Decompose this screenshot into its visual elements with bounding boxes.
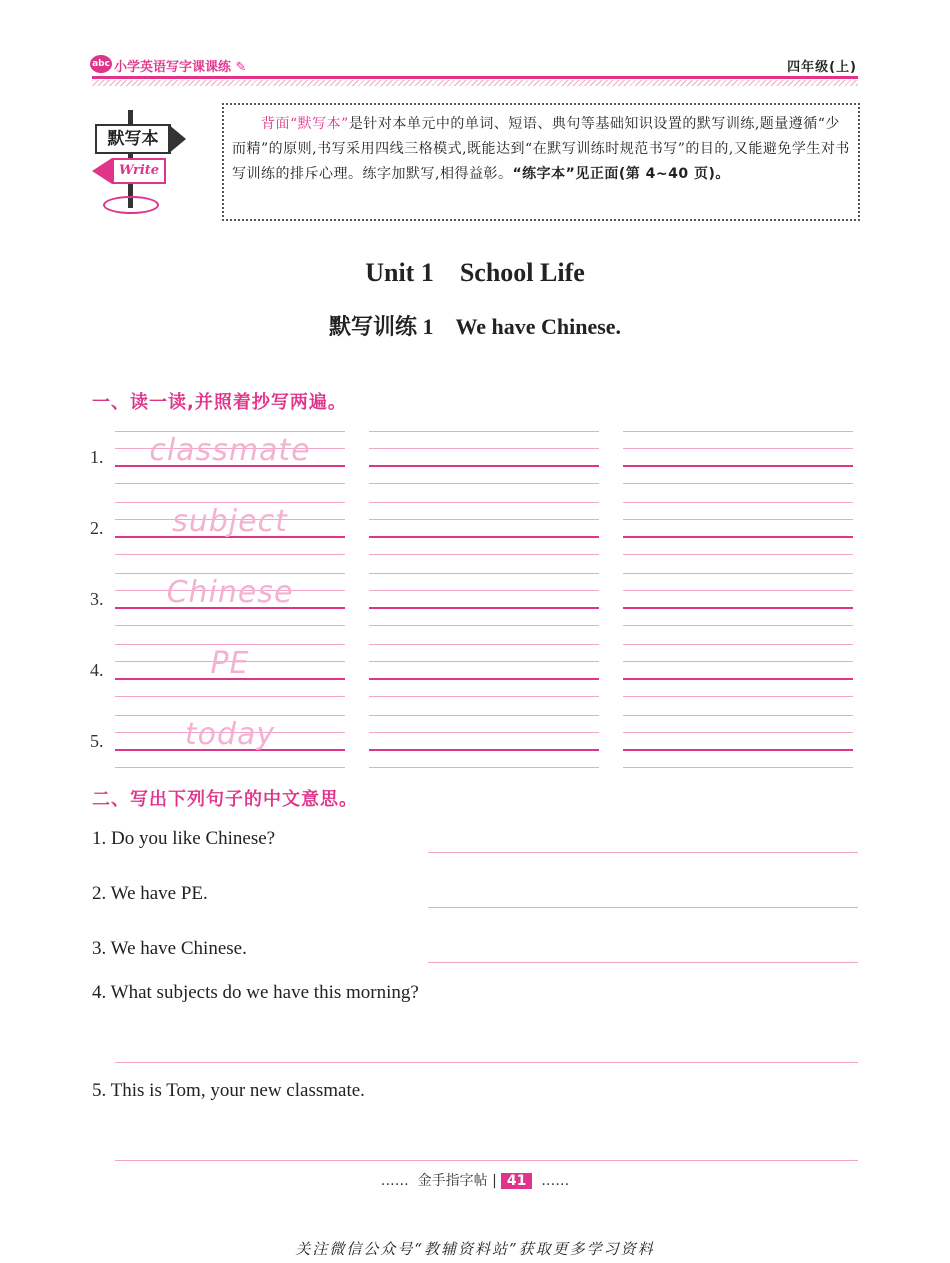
bottom-note: 关注微信公众号“教辅资料站”获取更多学习资料 — [295, 1240, 655, 1258]
unit-title: Unit 1 School Life — [365, 258, 585, 287]
page-footer: …… 金手指字帖 | 41 …… — [380, 1173, 570, 1189]
copy-line-block[interactable] — [369, 573, 599, 625]
signpost-board-top: 默写本 — [95, 124, 171, 154]
series-title: 小学英语写字课课练 ✎ — [114, 60, 247, 75]
signpost-base — [103, 196, 159, 214]
intro-box: 背面“默写本”是针对本单元中的单词、短语、典句等基础知识设置的默写训练,题量遵循“少而精”的原则,书写采用四线三格模式,既能达到“在默写训练时规范书写”的目的,又能避免学生对书写训练的排斥心理。练字加默写,相得益彰。“练字本”见正面(第 4~40 页)。 — [222, 103, 860, 221]
copy-line-block[interactable] — [369, 502, 599, 554]
grade-label: 四年级(上) — [787, 60, 857, 75]
section2-heading: 二、写出下列句子的中文意思。 — [92, 789, 358, 810]
copy-line-block[interactable] — [369, 644, 599, 696]
model-word: classmate — [149, 433, 311, 468]
sentence-1: 1. Do you like Chinese? — [92, 828, 276, 849]
sentence-5: 5. This is Tom, your new classmate. — [92, 1080, 365, 1101]
copy-line-block[interactable] — [623, 715, 853, 767]
copy-line-block[interactable] — [623, 431, 853, 483]
model-word: Chinese — [166, 575, 294, 610]
model-word: PE — [210, 646, 250, 681]
sentence-4: 4. What subjects do we have this morning? — [92, 982, 419, 1003]
item-number: 4. — [90, 660, 104, 680]
sentence-2: 2. We have PE. — [92, 883, 208, 904]
copy-line-block[interactable] — [623, 644, 853, 696]
footer-label: 金手指字帖 — [417, 1173, 488, 1189]
signpost-board-bottom: Write — [112, 158, 166, 184]
answer-line-4[interactable] — [115, 1062, 858, 1063]
copy-line-block[interactable] — [623, 502, 853, 554]
model-word: subject — [172, 504, 288, 539]
item-number: 5. — [90, 731, 104, 751]
answer-line-1[interactable] — [428, 852, 858, 853]
copy-line-block[interactable] — [623, 573, 853, 625]
item-number: 1. — [90, 447, 104, 467]
model-word: today — [184, 717, 276, 752]
answer-line-5[interactable] — [115, 1160, 858, 1161]
copy-line-block[interactable] — [369, 431, 599, 483]
exercise-title: 默写训练 1 We have Chinese. — [328, 314, 622, 339]
answer-line-2[interactable] — [428, 907, 858, 908]
series-logo: abc — [90, 55, 112, 73]
sentence-3: 3. We have Chinese. — [92, 938, 247, 959]
header-rule — [92, 76, 858, 79]
answer-line-3[interactable] — [428, 962, 858, 963]
page-number: 41 — [501, 1173, 532, 1189]
copy-line-block[interactable] — [369, 715, 599, 767]
header-hatch — [92, 80, 858, 86]
item-number: 3. — [90, 589, 104, 609]
section1-heading: 一、读一读,并照着抄写两遍。 — [92, 392, 347, 413]
item-number: 2. — [90, 518, 104, 538]
pencil-icon: ✎ — [235, 60, 247, 75]
signpost-arrow-left — [92, 158, 112, 184]
signpost-arrow-right — [168, 124, 186, 154]
